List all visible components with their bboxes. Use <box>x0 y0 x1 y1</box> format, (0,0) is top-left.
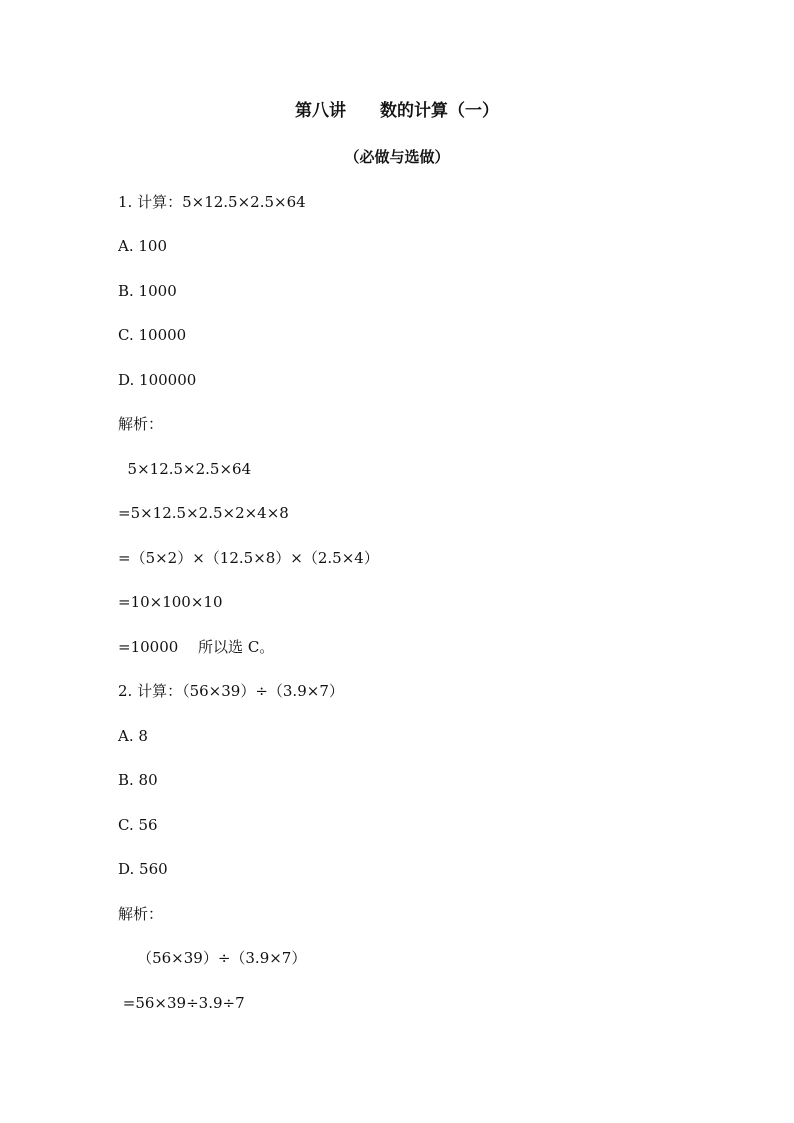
question-1-option-c: C. 10000 <box>118 326 187 344</box>
question-1-step-4: =10×100×10 <box>118 593 223 611</box>
question-2-analysis-label: 解析： <box>118 905 164 923</box>
question-1-option-b: B. 1000 <box>118 282 177 300</box>
question-2-prompt: 2. 计算：（56×39）÷（3.9×7） <box>118 682 344 700</box>
question-1-step-1: 5×12.5×2.5×64 <box>118 460 252 478</box>
question-1-step-2: =5×12.5×2.5×2×4×8 <box>118 504 289 522</box>
question-2-option-b: B. 80 <box>118 771 158 789</box>
question-2-step-1: （56×39）÷（3.9×7） <box>118 949 307 967</box>
question-2-option-a: A. 8 <box>118 727 148 745</box>
question-1-analysis-label: 解析： <box>118 415 164 433</box>
question-1-option-d: D. 100000 <box>118 371 197 389</box>
question-1-step-3: =（5×2）×（12.5×8）×（2.5×4） <box>118 549 379 567</box>
question-1-step-5: =10000 所以选 C。 <box>118 638 275 656</box>
page-subtitle: （必做与选做） <box>344 148 450 166</box>
question-2-option-d: D. 560 <box>118 860 168 878</box>
question-1-prompt: 1. 计算：5×12.5×2.5×64 <box>118 193 306 211</box>
question-2-step-2: =56×39÷3.9÷7 <box>118 994 245 1012</box>
question-2-option-c: C. 56 <box>118 816 158 834</box>
page-title: 第八讲 数的计算（一） <box>295 101 499 121</box>
question-1-option-a: A. 100 <box>118 237 167 255</box>
